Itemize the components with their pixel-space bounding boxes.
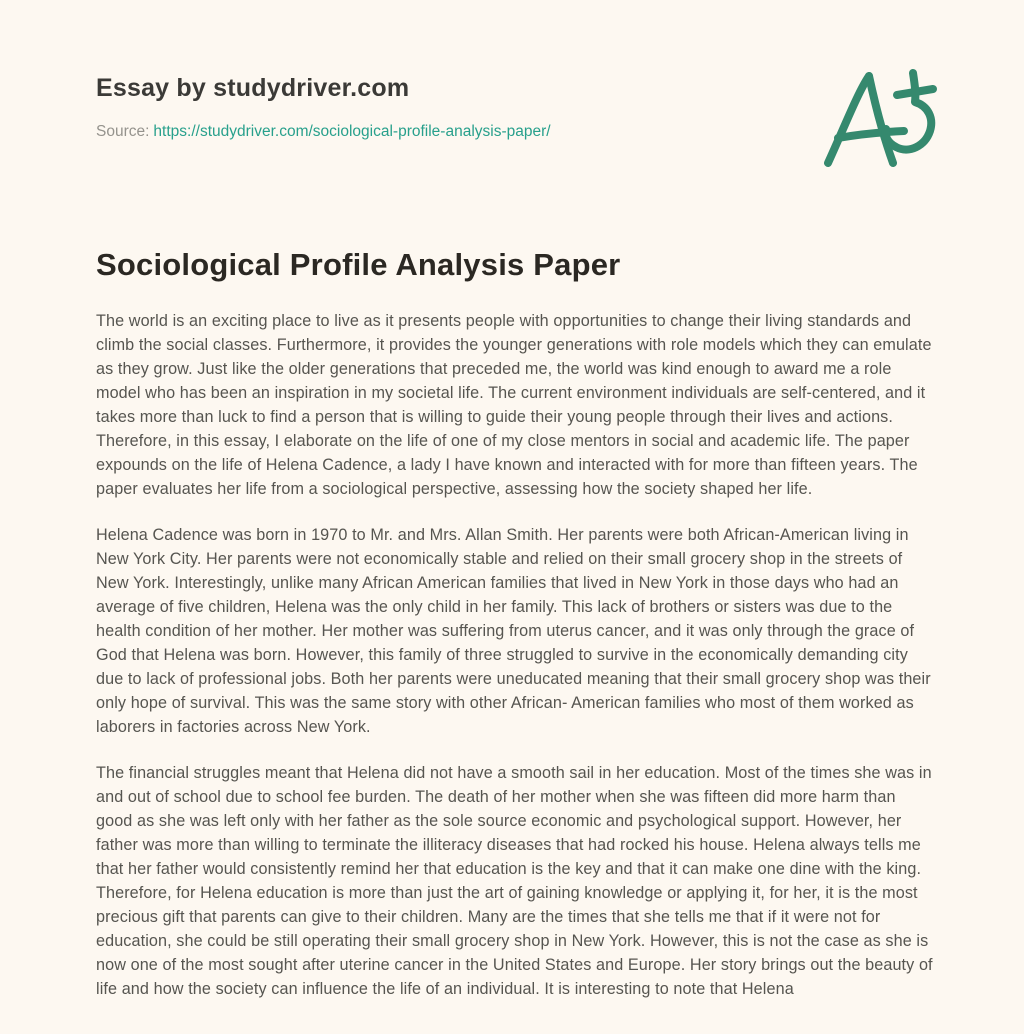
essay-body [96, 309, 934, 1001]
essay-byline: Essay by studydriver.com [96, 74, 410, 102]
source-line [96, 123, 934, 141]
essay-content [96, 0, 934, 1023]
essay-paragraph-1: The world is an exciting place to live as it presents people with opportunities to change their living standards and climb the social classes. Furthermore, it provides the younger generations with role models which they can emulate as they grow. Just like the older generations that preceded me, the world was kind enough to award me a role model who has been an inspiration in my societal life. The current environment individuals are self-centered, and it takes more than luck to find a person that is willing to guide their young people through their lives and actions. Therefore, in this essay, I elaborate on the life of one of my close mentors in social and academic life. The paper expounds on the life of Helena Cadence, a lady I have known and interacted with for more than fifteen years. The paper evaluates her life from a sociological perspective, assessing how the society shaped her life. [96, 312, 932, 498]
essay-paragraph-3: The financial struggles meant that Helena did not have a smooth sail in her education. Most of the times she was in and out of school due to school fee burden. The death of her mother when she was fifteen did more harm than good as she was left only with her father as the sole source economic and psychological support. However, her father was more than willing to terminate the illiteracy diseases that had rocked his house. Helena always tells me that her father would consistently remind her that education is the key and that it can make one dine with the king. Therefore, for Helena education is more than just the art of gaining knowledge or applying it, for her, it is the most precious gift that parents can give to their children. Many are the times that she tells me that if it were not for education, she could be still operating their small grocery shop in New York. However, this is not the case as she is now one of the most sought after uterine cancer in the United States and Europe. Her story brings out the beauty of life and how the society can influence the life of an individual. It is interesting to note that Helena [96, 764, 933, 998]
source-label: Source: [96, 123, 150, 140]
essay-paragraph-2: Helena Cadence was born in 1970 to Mr. and Mrs. Allan Smith. Her parents were both African-American living in New York City. Her parents were not economically stable and relied on their small grocery shop in the streets of New York. Interestingly, unlike many African American families that lived in New York in those days who had an average of five children, Helena was the only child in her family. This lack of brothers or sisters was due to the health condition of her mother. Her mother was suffering from uterus cancer, and it was only through the grace of God that Helena was born. However, this family of three struggled to survive in the economically demanding city due to lack of professional jobs. Both her parents were uneducated meaning that their small grocery shop was their only hope of survival. This was the same story with other African- American families who most of them worked as laborers in factories across New York. [96, 526, 931, 736]
page-title: Sociological Profile Analysis Paper [96, 247, 621, 282]
source-url-link[interactable]: https://studydriver.com/sociological-profile-analysis-paper/ [153, 123, 551, 140]
